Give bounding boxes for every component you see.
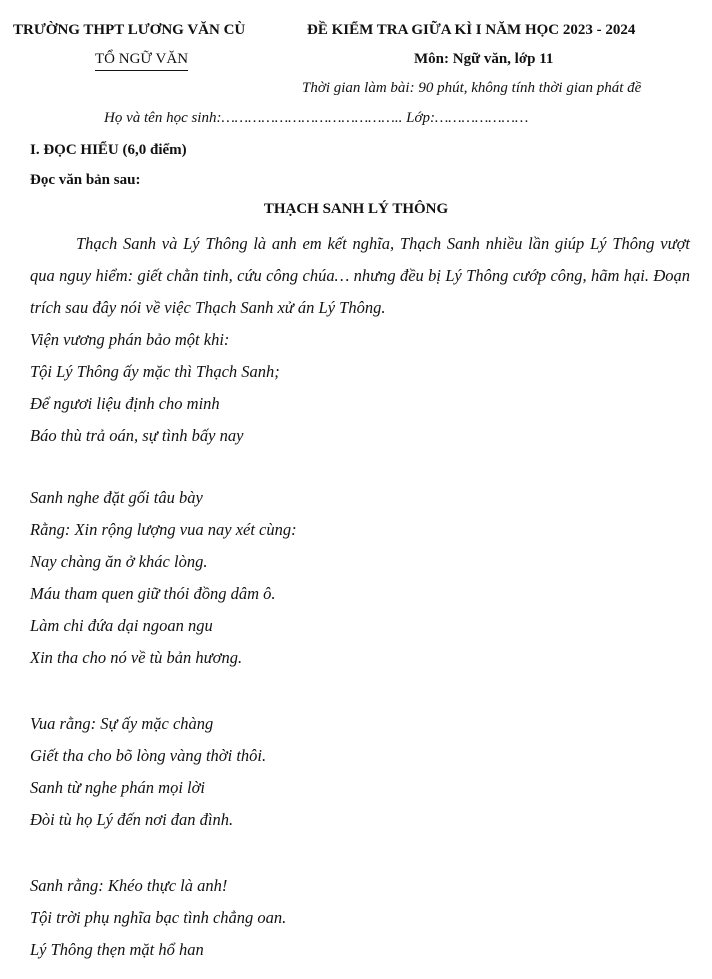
reading-instruction: Đọc văn bản sau: <box>30 172 141 188</box>
school-name: TRƯỜNG THPT LƯƠNG VĂN CÙ <box>13 22 246 38</box>
department-name: TỔ NGỮ VĂN <box>95 51 188 71</box>
poem-line: Viện vương phán bảo một khi: <box>30 330 230 349</box>
poem-line: Để ngươi liệu định cho minh <box>30 394 220 413</box>
poem-line: Báo thù trả oán, sự tình bấy nay <box>30 426 244 445</box>
poem-stanza-3 <box>30 708 266 836</box>
poem-line: Tội trời phụ nghĩa bạc tình chẳng oan. <box>30 908 287 927</box>
poem-stanza-4 <box>30 870 286 966</box>
student-info-line: Họ và tên học sinh:………………………………….. Lớp:………………… <box>104 110 529 126</box>
exam-title: ĐỀ KIỂM TRA GIỮA KÌ I NĂM HỌC 2023 - 2024 <box>307 22 636 38</box>
poem-line: Sanh rằng: Khéo thực là anh! <box>30 876 228 895</box>
subject-line: Môn: Ngữ văn, lớp 11 <box>414 51 554 67</box>
poem-line: Làm chi đứa dại ngoan ngu <box>30 616 213 635</box>
poem-line: Rằng: Xin rộng lượng vua nay xét cùng: <box>30 520 297 539</box>
poem-line: Sanh từ nghe phán mọi lời <box>30 778 206 797</box>
poem-line: Lý Thông thẹn mặt hổ han <box>30 940 204 959</box>
poem-line: Sanh nghe đặt gối tâu bày <box>30 488 203 507</box>
poem-line: Đòi tù họ Lý đến nơi đan đình. <box>30 810 234 829</box>
poem-line: Xin tha cho nó về tù bản hương. <box>30 648 243 667</box>
poem-line: Giết tha cho bõ lòng vàng thời thôi. <box>30 746 267 765</box>
section-heading: I. ĐỌC HIỂU (6,0 điểm) <box>30 142 187 158</box>
poem-line: Nay chàng ăn ở khác lòng. <box>30 552 208 571</box>
poem-line: Tội Lý Thông ấy mặc thì Thạch Sanh; <box>30 362 280 381</box>
poem-line: Máu tham quen giữ thói đồng dâm ô. <box>30 584 276 603</box>
text-title: THẠCH SANH LÝ THÔNG <box>263 201 449 217</box>
poem-stanza-1 <box>30 324 280 452</box>
poem-line: Vua rằng: Sự ấy mặc chàng <box>30 714 214 733</box>
poem-stanza-2 <box>30 482 297 674</box>
intro-paragraph: Thạch Sanh và Lý Thông là anh em kết nghĩa, Thạch Sanh nhiều lần giúp Lý Thông vượt qua nguy hiểm: giết chằn tinh, cứu công chúa… nhưng đều bị Lý Thông cướp công, hãm hại. Đoạn trích sau đây nói về việc Thạch Sanh xử án Lý Thông. <box>30 234 690 317</box>
time-note: Thời gian làm bài: 90 phút, không tính thời gian phát đề <box>302 80 642 96</box>
